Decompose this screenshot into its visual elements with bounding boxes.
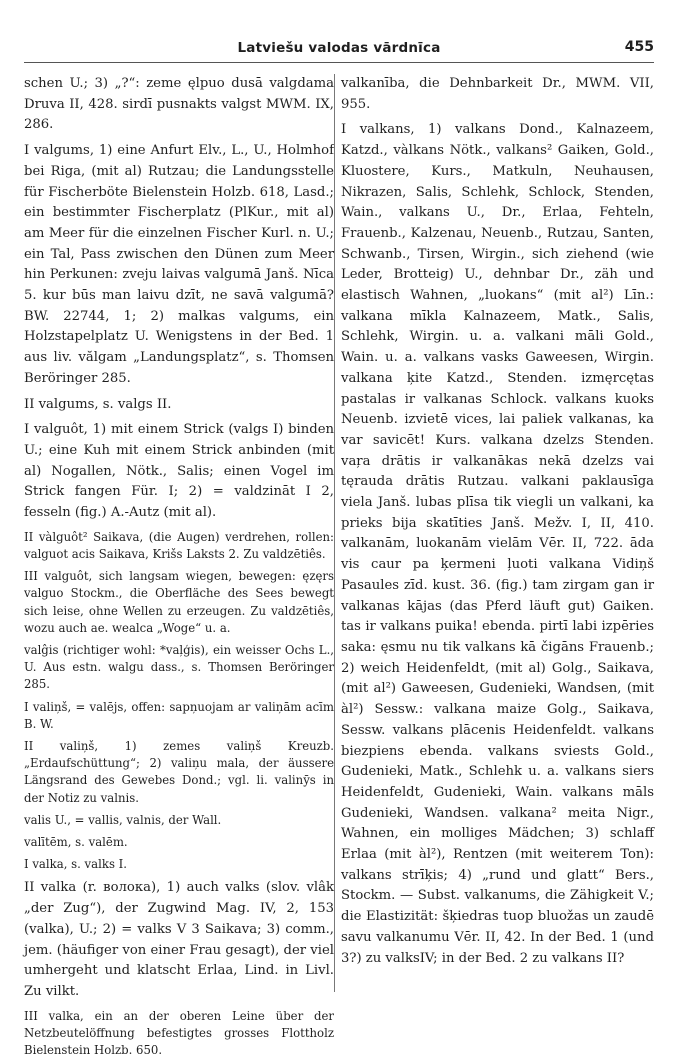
dictionary-entry: valĝis (richtiger wohl: *vaļģis), ein weisser Ochs L., U. Aus estn. walgu dass., s. Thomsen Beröringer 285. bbox=[24, 642, 334, 692]
dictionary-entry: I valguôt, 1) mit einem Strick (valgs I) binden U.; eine Kuh mit einem Strick anbinden (mit al) Nogallen, Nötk., Salis; einen Vogel im Strick fangen Für. I; 2) = valdzināt I 2, fesseln (fig.) A.-Autz (mit al). bbox=[24, 422, 334, 521]
page-number: 455 bbox=[624, 39, 654, 55]
left-column bbox=[24, 74, 334, 1064]
dictionary-entry: II valgums, s. valgs II. bbox=[24, 396, 172, 412]
dictionary-entry: II valiņš, 1) zemes valiņš Kreuzb. „Erdaufschüttung“; 2) valiņu mala, der äussere Längsrand des Gewebes Dond.; vgl. li. valinȳs in der Notiz zu valnis. bbox=[24, 739, 334, 805]
page-header bbox=[24, 38, 654, 63]
dictionary-entry: I valiņš, = valējs, offen: sapņuojam ar valiņām acīm B. W. bbox=[24, 699, 334, 731]
dictionary-entry: I valka, s. valks I. bbox=[24, 857, 127, 872]
right-column bbox=[341, 74, 654, 974]
running-title: Latviešu valodas vārdnīca bbox=[237, 40, 441, 56]
dictionary-entry: I valgums, 1) eine Anfurt Elv., L., U., Holmhof bei Riga, (mit al) Rutzau; die Landungsstelle für Fischerböte Bielenstein Holzb. 618, Lasd.; ein bestimmter Fischerplatz (PlKur., mit al) am Meer für die einzelnen Fischer Kurl. n. U.; ein Tal, Pass zwischen den Dünen zum Meer hin Perkunen: zveju laivas valgumā Janš. Nīca 5. kur būs man laivu dzīt, ne savā valgumā? BW. 22744, 1; 2) malkas valgums, ein Holzstapelplatz U. Wenigstens in der Bed. 1 aus liv. vălgam „Landungsplatz“, s. Thomsen Beröringer 285. bbox=[24, 143, 334, 386]
dictionary-entry: schen U.; 3) „?“: zeme ęlpuo dusā valgdama Druva II, 428. sirdī pusnakts valgst MWM. IX, 286. bbox=[24, 76, 334, 133]
dictionary-entry: III valguôt, sich langsam wiegen, bewegen: ęzęrs valguo Stockm., die Oberfläche des Sees bewegt sich leise, ohne Wellen zu erzeugen. Zu valdzētiês, wozu auch ae. wealca „Woge“ u. a. bbox=[24, 569, 334, 635]
dictionary-entry: valkanība, die Dehnbarkeit Dr., MWM. VII, 955. bbox=[341, 76, 654, 112]
dictionary-entry: II vàlguôt² Saikava, (die Augen) verdrehen, rollen: valguot acis Saikava, Krišs Laksts 2. Zu valdzētiês. bbox=[24, 529, 334, 561]
dictionary-entry: valītēm, s. valēm. bbox=[24, 835, 128, 850]
column-divider bbox=[334, 74, 335, 992]
dictionary-entry: I valkans, 1) valkans Dond., Kalnazeem, Katzd., vàlkans Nötk., valkans² Gaiken, Gold., Kluostere, Kurs., Matkuln, Neuhausen, Nikrazen, Salis, Schlehk, Schlock, Stenden, Wain., valkans U., Dr., Erlaa, Fehteln, Frauenb., Kalzenau, Neuenb., Rutzau, Santen, Schwanb., Tirsen, Wirgin., sich ziehend (wie Leder, Brotteig) U., dehnbar Dr., zäh und elastisch Wahnen, „luokans“ (mit al²) Līn.: valkana mīkla Kalnazeem, Matk., Salis, Schlehk, Wirgin. u. a. valkani māli Gold., Wain. u. a. valkans vasks Gaweesen, Wirgin. valkana ķite Katzd., Stenden. izmęrcętas pastalas ir valkanas Schlock. valkans kuoks Neuenb. izvietē vices, lai paliek valkanas, ka var savicēt! Kurs. valkana dzelzs Stenden. vaŗa drātis ir valkanākas nekā dzelzs vai tęrauda drātis Rutzau. valkani paklausīga viela Janš. lubas plīsa tik viegli un valkani, ka prieks bija skatīties Janš. Mežv. I, II, 410. valkanām, luokanām vielām Vēr. II, 722. āda vis caur pa ķermeni ļuoti valkana Vidiņš Pasaules zīd. kust. 36. (fig.) tam zirgam gan ir valkanas kājas (das Pferd läuft gut) Gaiken. tas ir valkans puika! ebenda. pirtī labi izpēries saka: ęsmu nu tik valkans kā čigāns Frauenb.; 2) weich Heidenfeldt, (mit al) Golg., Saikava, (mit al²) Gaweesen, Gudenieki, Wandsen, (mit àl²) Sessw.: valkana maize Golg., Saikava, Sessw. valkans plācenis Heidenfeldt. valkans biezpiens ebenda. valkans sviests Gold., Gudenieki, Matk., Schlehk u. a. valkans siers Heidenfeldt, Gudenieki, Wain. valkans māls Gudenieki, Wandsen. valkana² meita Nigr., Wahnen, ein molliges Mädchen; 3) schlaff Erlaa (mit àl²), Rentzen (mit weiterem Ton): valkans strīķis; 4) „rund und glatt“ Bers., Stockm. — Subst. valkanums, die Zähigkeit V.; die Elastizität: šķiedras tuop bluožas un zaudē savu valkanumu Vēr. II, 42. In der Bed. 1 (und 3?) zu valksIV; in der Bed. 2 zu valkans II? bbox=[341, 122, 654, 966]
dictionary-entry: valis U., = vallis, valnis, der Wall. bbox=[24, 812, 222, 827]
dictionary-entry: III valka, ein an der oberen Leine über der Netzbeutelöffnung befestigtes grosses Flottholz Bielenstein Holzb. 650. bbox=[24, 1008, 334, 1058]
dictionary-entry: II valka (r. волока), 1) auch valks (slov. vlâk „der Zug“), der Zugwind Mag. IV, 2, 153 (valka), U.; 2) = valks V 3 Saikava; 3) comm., jem. (häufiger von einer Frau gesagt), der viel umhergeht und klatscht Erlaa, Lind. in Livl. Zu vilkt. bbox=[24, 880, 334, 999]
